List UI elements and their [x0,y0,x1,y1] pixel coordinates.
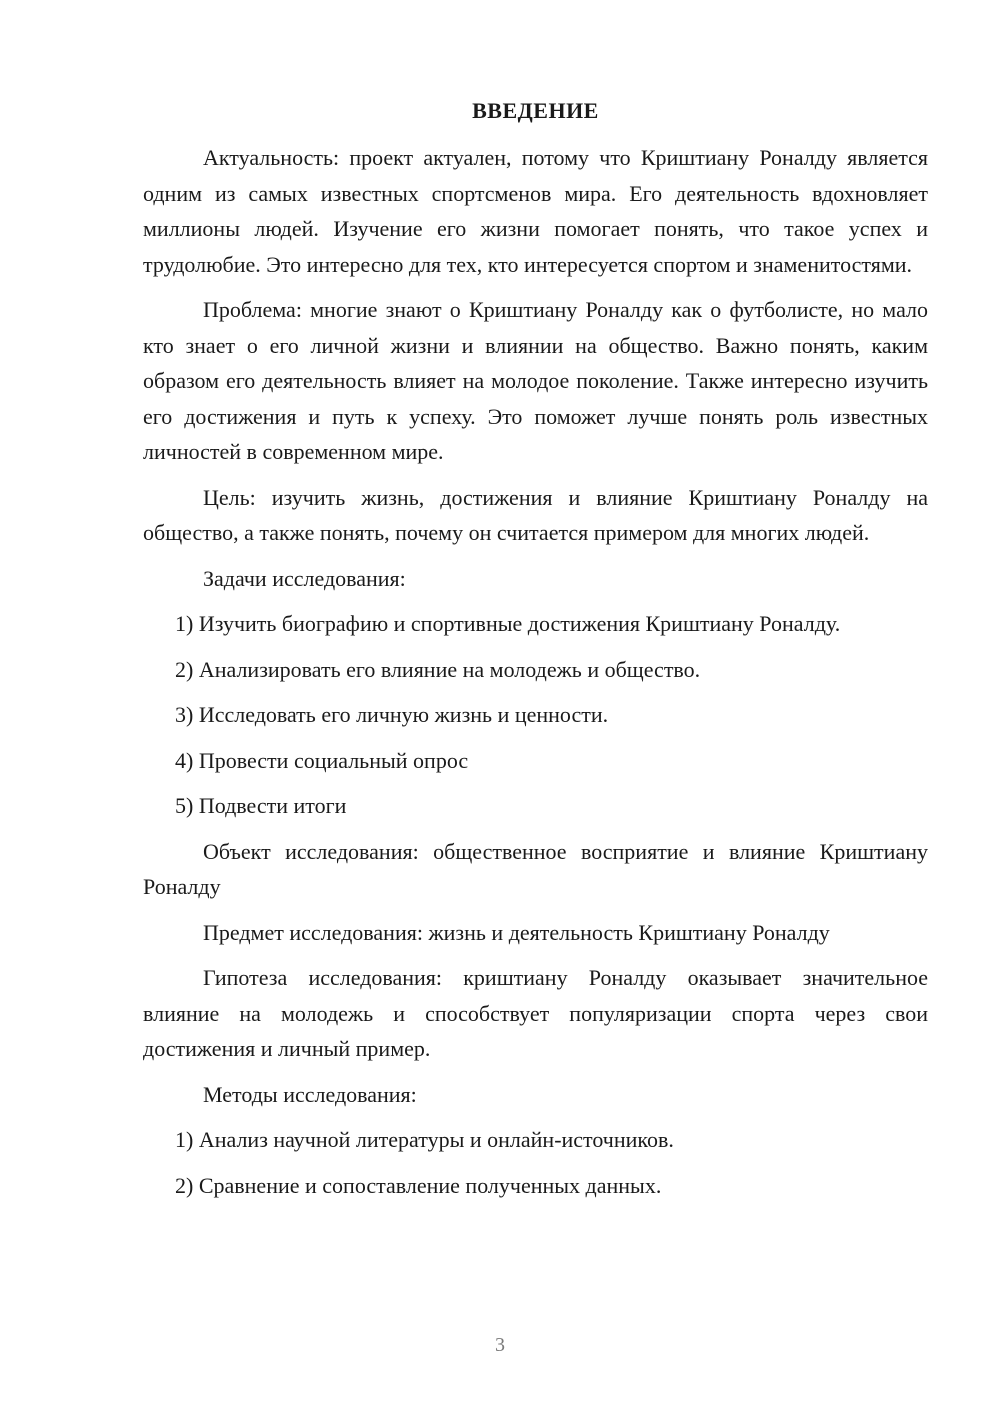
hypothesis-paragraph: Гипотеза исследования: криштиану Роналду оказывает значительное влияние на молодежь и способствует популяризации спорта через свои достижения и личный пример. [143,965,928,1061]
relevance-paragraph: Актуальность: проект актуален, потому что Криштиану Роналду является одним из самых известных спортсменов мира. Его деятельность вдохновляет миллионы людей. Изучение его жизни помогает понять, что такое успех и трудолюбие. Это интересно для тех, кто интересуется спортом и знаменитостями. [143,145,928,277]
goal-paragraph: Цель: изучить жизнь, достижения и влияние Криштиану Роналду на общество, а также понять, почему он считается примером для многих людей. [143,484,928,545]
method-item-2: 2) Сравнение и сопоставление полученных данных. [175,1172,662,1198]
page-title: ВВЕДЕНИЕ [472,98,599,123]
object-paragraph: Объект исследования: общественное восприятие и влияние Криштиану Роналду [143,838,928,899]
tasks-heading: Задачи исследования: [203,565,406,591]
page-number: 3 [495,1334,505,1356]
task-item-3: 3) Исследовать его личную жизнь и ценности. [175,702,609,727]
problem-paragraph: Проблема: многие знают о Криштиану Роналду как о футболисте, но мало кто знает о его личной жизни и влиянии на общество. Важно понять, каким образом его деятельность влияет на молодое поколение. Также интересно изучить его достижения и путь к успеху. Это поможет лучше понять роль известных личностей в современном мире. [143,297,928,464]
method-item-1: 1) Анализ научной литературы и онлайн-источников. [175,1127,674,1152]
task-item-5: 5) Подвести итоги [175,793,347,818]
subject-paragraph: Предмет исследования: жизнь и деятельность Криштиану Роналду [203,919,830,945]
document-page [143,94,928,1213]
task-item-4: 4) Провести социальный опрос [175,747,469,773]
methods-heading: Методы исследования: [203,1081,417,1107]
task-item-2: 2) Анализировать его влияние на молодежь и общество. [175,656,701,682]
task-item-1: 1) Изучить биографию и спортивные достижения Криштиану Роналду. [175,611,841,636]
